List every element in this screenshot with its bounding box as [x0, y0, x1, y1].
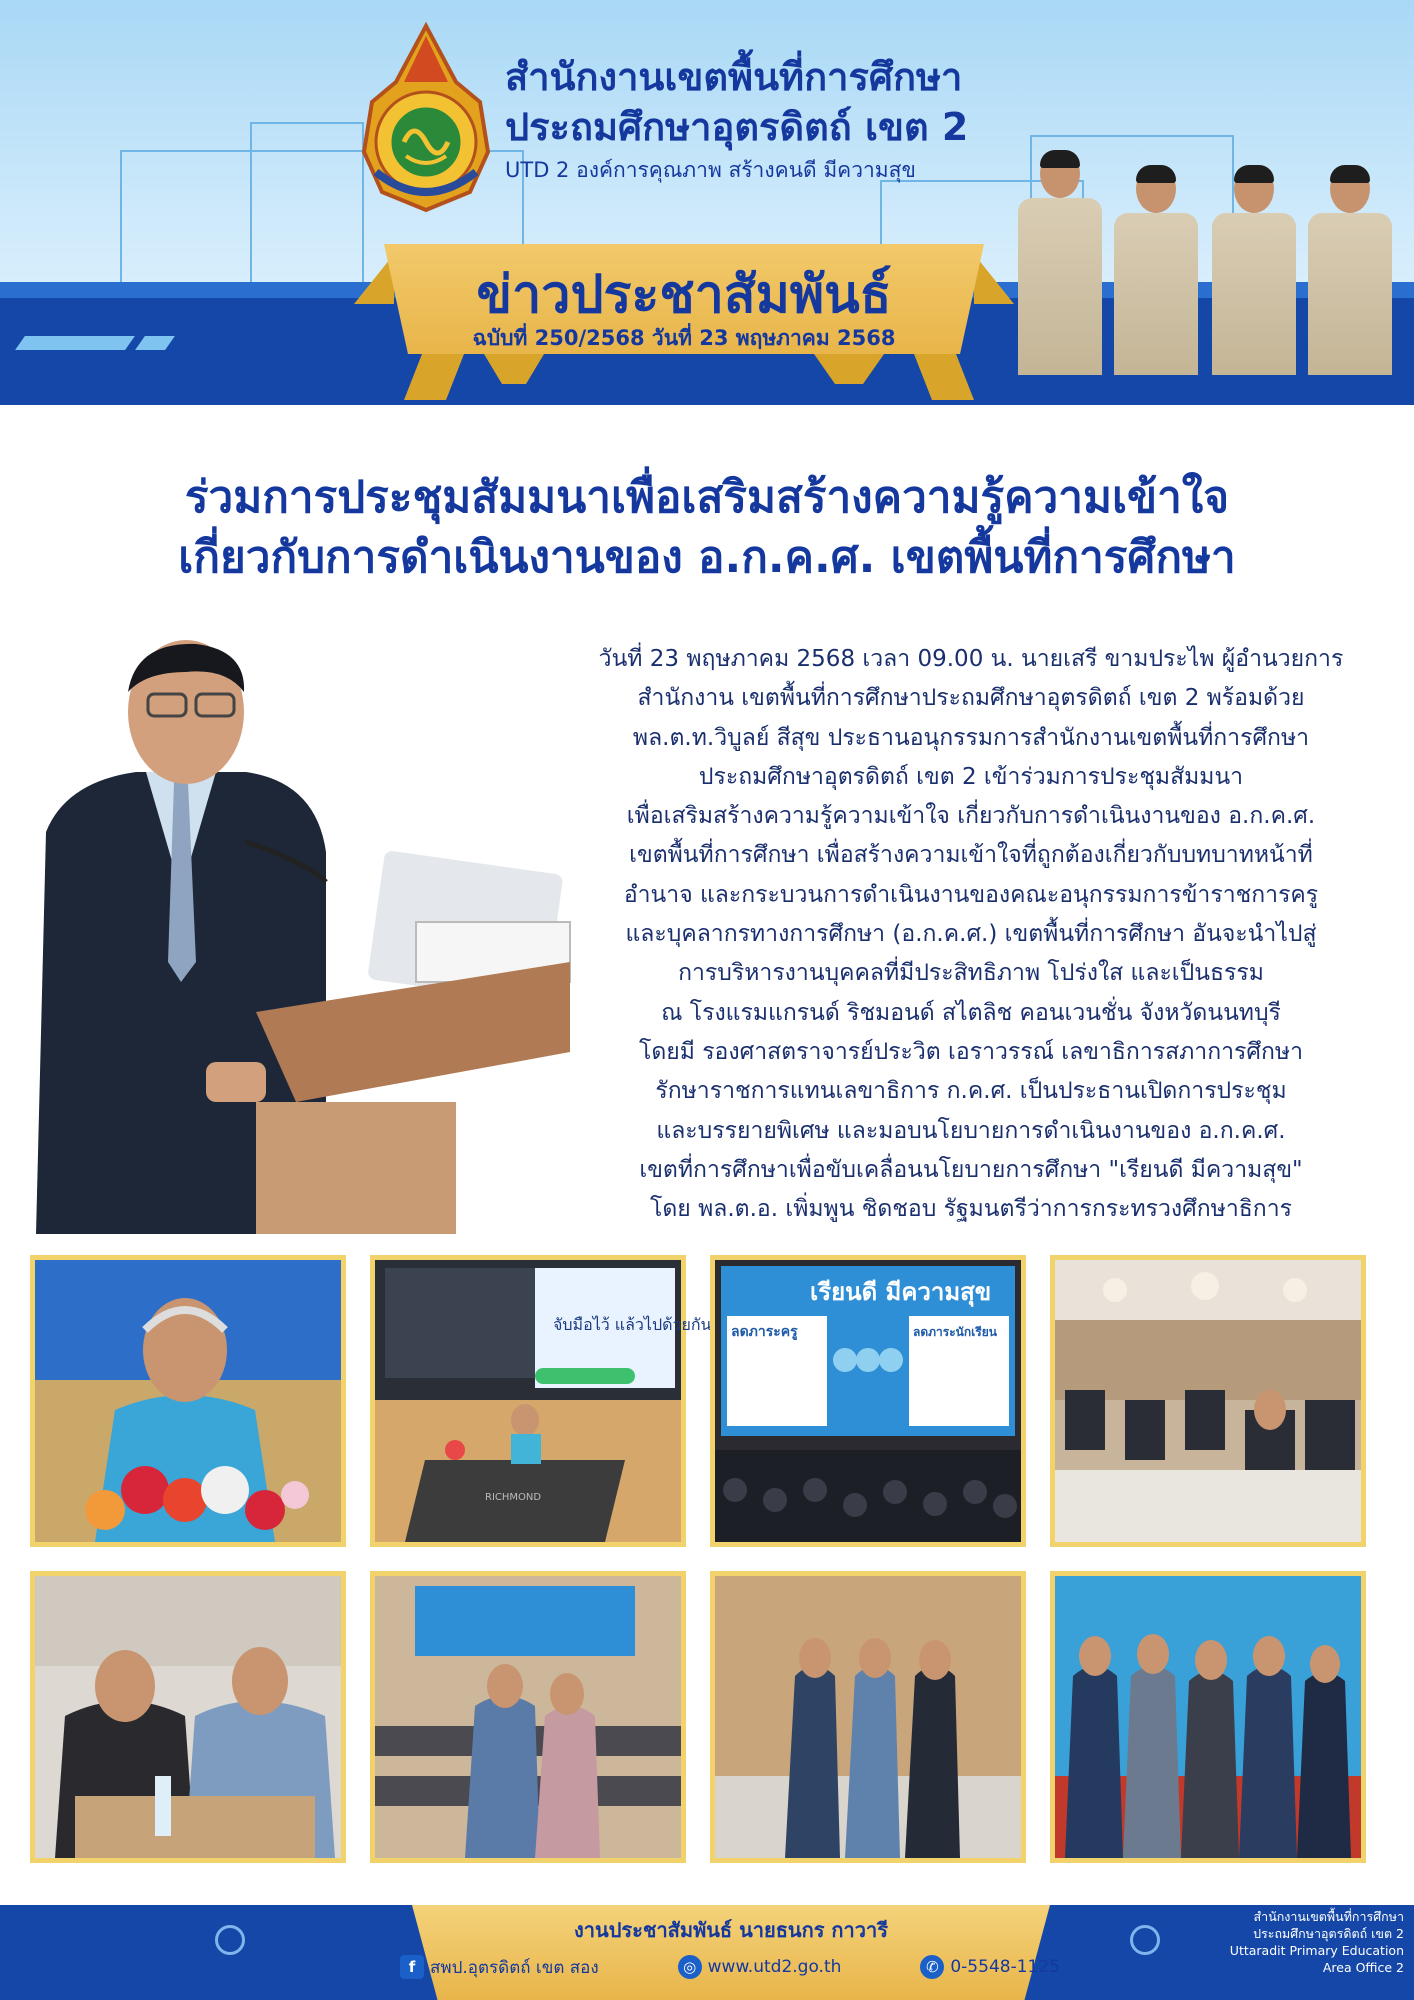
gallery-photo-group: [1050, 1571, 1366, 1863]
body-line: ณ โรงแรมแกรนด์ ริชมอนด์ สไตลิช คอนเวนชั่น จังหวัดนนทบุรี: [661, 999, 1281, 1026]
body-line: และบุคลากรทางการศึกษา (อ.ก.ค.ศ.) เขตพื้นที่การศึกษา อันจะนำไปสู่: [625, 921, 1317, 948]
gallery-photo-trio: [710, 1571, 1026, 1863]
issue-number-date: ฉบับที่ 250/2568 วันที่ 23 พฤษภาคม 2568: [472, 326, 896, 350]
office-name-line2: ประถมศึกษาอุตรดิตถ์ เขต 2: [505, 105, 969, 149]
executives-photo: [1010, 150, 1400, 375]
office-name-line1: สำนักงานเขตพื้นที่การศึกษา: [505, 55, 963, 99]
footer-office-name: [1230, 1908, 1404, 1976]
slide-left-heading: ลดภาระครู: [731, 1324, 798, 1340]
article-body: [556, 640, 1386, 1229]
person-figure: [1110, 165, 1202, 375]
facebook-page-name: สพป.อุตรดิตถ์ เขต สอง: [430, 1957, 599, 1978]
body-line: วันที่ 23 พฤษภาคม 2568 เวลา 09.00 น. นายเสรี ขามประไพ ผู้อำนวยการ: [598, 646, 1344, 672]
slide-right-heading: ลดภาระนักเรียน: [913, 1325, 997, 1339]
gallery-photo-attendees-seated: [30, 1571, 346, 1863]
gallery-photo-screen-presentation: [370, 1255, 712, 1547]
headline-line2: เกี่ยวกับการดำเนินงานของ อ.ก.ค.ศ. เขตพื้นที่การศึกษา: [178, 532, 1236, 583]
body-line: อำนาจ และกระบวนการดำเนินงานของคณะอนุกรรมการข้าราชการครู: [623, 881, 1319, 908]
screen-slogan: จับมือไว้ แล้วไปด้วยกัน: [553, 1315, 712, 1334]
body-line: โดยมี รองศาสตราจารย์ประวิต เอราวรรณ์ เลขาธิการสภาการศึกษา: [638, 1038, 1304, 1065]
phone-contact[interactable]: [920, 1955, 1060, 1979]
facebook-contact[interactable]: [400, 1954, 599, 1981]
person-figure: [1304, 165, 1396, 375]
footer-pr-credit: งานประชาสัมพันธ์ นายธนกร กาวารี: [574, 1918, 888, 1942]
body-line: การบริหารงานบุคคลที่มีประสิทธิภาพ โปร่งใส และเป็นธรรม: [678, 960, 1264, 987]
body-line: เพื่อเสริมสร้างความรู้ความเข้าใจ เกี่ยวกับการดำเนินงานของ อ.ก.ค.ศ.: [626, 803, 1316, 830]
decor-stripe: [15, 336, 135, 350]
podium-brand: RICHMOND: [485, 1492, 542, 1503]
slide-title: เรียนดี มีความสุข: [810, 1278, 992, 1306]
website-url: www.utd2.go.th: [707, 1957, 842, 1977]
office-en-line1: Uttaradit Primary Education: [1229, 1943, 1404, 1958]
person-figure: [1208, 165, 1300, 375]
phone-icon: ✆: [920, 1955, 944, 1979]
gallery-photo-conference-slide: [710, 1255, 1026, 1547]
person-figure: [1014, 150, 1106, 375]
director-speaking-photo: [26, 632, 570, 1234]
ribbon-title: ข่าวประชาสัมพันธ์: [476, 265, 892, 325]
office-en-line2: Area Office 2: [1322, 1960, 1404, 1975]
footer-decor-circle: [1130, 1925, 1160, 1955]
building-outline: [250, 122, 364, 296]
body-line: เขตที่การศึกษาเพื่อขับเคลื่อนนโยบายการศึกษา "เรียนดี มีความสุข": [639, 1156, 1303, 1183]
body-line: ประถมศึกษาอุตรดิตถ์ เขต 2 เข้าร่วมการประชุมสัมมนา: [698, 763, 1244, 790]
body-line: โดย พล.ต.อ. เพิ่มพูน ชิดชอบ รัฐมนตรีว่าการกระทรวงศึกษาธิการ: [650, 1196, 1292, 1223]
gallery-photo-pair: [370, 1571, 686, 1863]
body-line: เขตพื้นที่การศึกษา เพื่อสร้างความเข้าใจที่ถูกต้องเกี่ยวกับบทบาทหน้าที่: [629, 842, 1313, 869]
phone-number: 0-5548-1125: [950, 1957, 1060, 1977]
footer-contacts: [400, 1952, 1060, 1982]
office-title-block: [505, 52, 1025, 187]
body-line: พล.ต.ท.วิบูลย์ สีสุข ประธานอนุกรรมการสำนักงานเขตพื้นที่การศึกษา: [632, 724, 1310, 751]
news-ribbon: [354, 244, 1014, 354]
gallery-photo-audience: [1050, 1255, 1366, 1547]
office-th-line1: สำนักงานเขตพื้นที่การศึกษา: [1253, 1909, 1404, 1924]
website-contact[interactable]: [678, 1955, 842, 1979]
globe-icon: ◎: [678, 1955, 702, 1979]
body-line: และบรรยายพิเศษ และมอบนโยบายการดำเนินงานของ อ.ก.ค.ศ.: [656, 1117, 1286, 1144]
obec-emblem-logo: [360, 22, 492, 214]
gallery-photo-speaker: [30, 1255, 346, 1547]
article-headline: [40, 468, 1374, 588]
body-line: สำนักงาน เขตพื้นที่การศึกษาประถมศึกษาอุตรดิตถ์ เขต 2 พร้อมด้วย: [637, 685, 1305, 712]
office-th-line2: ประถมศึกษาอุตรดิตถ์ เขต 2: [1253, 1926, 1404, 1941]
headline-line1: ร่วมการประชุมสัมมนาเพื่อเสริมสร้างความรู้ความเข้าใจ: [184, 472, 1230, 523]
footer-decor-circle: [215, 1925, 245, 1955]
office-slogan: UTD 2 องค์การคุณภาพ สร้างคนดี มีความสุข: [505, 158, 916, 182]
body-line: รักษาราชการแทนเลขาธิการ ก.ค.ศ. เป็นประธานเปิดการประชุม: [655, 1078, 1287, 1105]
facebook-icon: f: [400, 1955, 424, 1979]
